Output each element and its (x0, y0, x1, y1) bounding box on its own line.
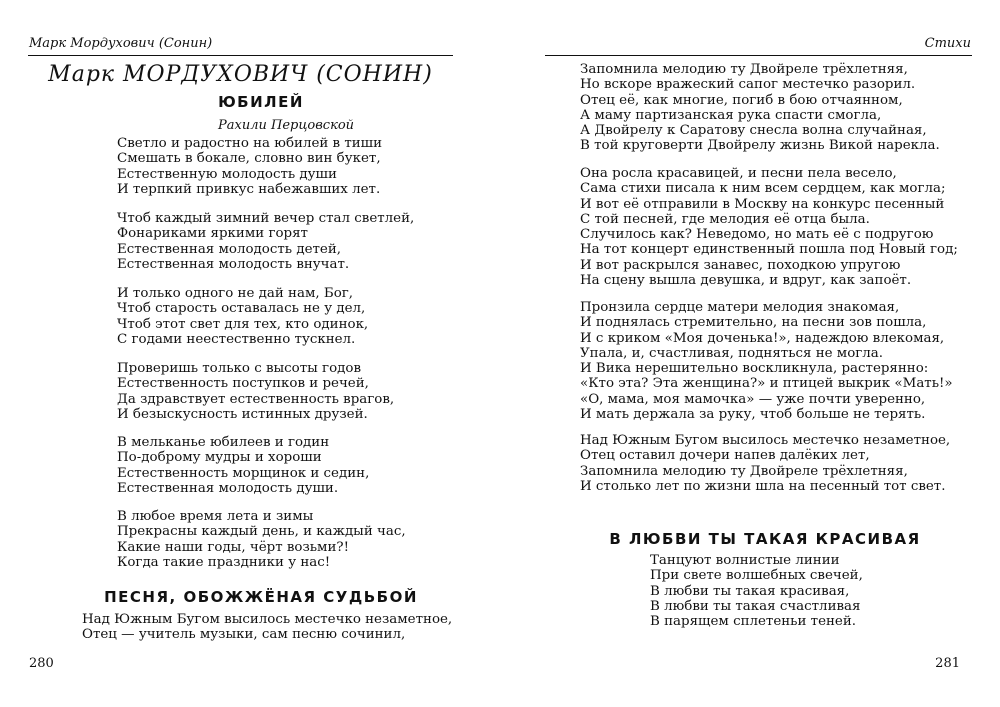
stanza (117, 286, 368, 347)
verse-line: Чтоб этот свет для тех, кто одинок, (117, 316, 369, 332)
verse-line: А Двойрелу к Саратову снесла волна случайная, (580, 123, 927, 139)
author-name: Марк МОРДУХОВИЧ (СОНИН) (48, 62, 433, 87)
verse-line: И Вика нерешительно воскликнула, растерянно: (580, 361, 929, 377)
verse-line: По-доброму мудры и хороши (117, 450, 322, 466)
running-head-left: Марк Мордухович (Сонин) (29, 36, 213, 51)
verse-line: В любое время лета и зимы (117, 509, 314, 524)
verse-line: Она росла красавицей, и песни пела весело, (580, 166, 897, 181)
verse-line: На тот концерт единственный пошла под Новый год; (580, 242, 958, 258)
verse-line: С годами неестественно тускнел. (117, 331, 356, 347)
stanza (117, 136, 382, 197)
verse-line: Естественная молодость детей, (117, 241, 342, 257)
verse-line: При свете волшебных свечей, (650, 568, 863, 584)
stanza (117, 435, 369, 496)
verse-line: И столько лет по жизни шла на песенный тот свет. (580, 478, 946, 494)
verse-line: В мельканье юбилеев и годин (117, 435, 330, 450)
verse-line: И только одного не дай нам, Бог, (117, 286, 354, 301)
header-rule-left (28, 55, 453, 56)
verse-line: Когда такие праздники у нас! (117, 554, 331, 570)
verse-line: В той круговерти Двойрелу жизнь Викой нарекла. (580, 138, 940, 154)
verse-line: В парящем сплетеньи теней. (650, 614, 857, 630)
verse-line: Естественность поступков и речей, (117, 376, 369, 392)
verse-line: Танцуют волнистые линии (650, 553, 840, 568)
verse-line: Естественность морщинок и седин, (117, 465, 370, 481)
stanza (117, 361, 394, 422)
verse-line: На сцену вышла девушка, и вдруг, как запоёт. (580, 273, 912, 289)
verse-line: Сама стихи писала к ним всем сердцем, как могла; (580, 181, 946, 197)
stanza (580, 433, 950, 494)
verse-line: Естественная молодость внучат. (117, 256, 350, 272)
verse-line: Проверишь только с высоты годов (117, 361, 361, 376)
verse-line: Чтоб старость оставалась не у дел, (117, 301, 366, 317)
verse-line: В любви ты такая красивая, (650, 583, 850, 599)
verse-line: Естественная молодость души. (117, 480, 339, 496)
verse-line: С той песней, где мелодия её отца была. (580, 211, 870, 227)
verse-line: «О, мама, моя мамочка» — уже почти уверенно, (580, 391, 926, 407)
verse-line: И терпкий привкус набежавших лет. (117, 181, 381, 197)
verse-line: Над Южным Бугом высилось местечко незаметное, (82, 612, 453, 627)
verse-line: И поднялась стремительно, на песни зов пошла, (580, 315, 927, 331)
verse-line: Запомнила мелодию ту Двойреле трёхлетняя, (580, 62, 908, 77)
poem-title-love: В ЛЮБВИ ТЫ ТАКАЯ КРАСИВАЯ (609, 530, 921, 548)
verse-line: Отец оставил дочери напев далёких лет, (580, 448, 870, 464)
stanza (580, 62, 940, 154)
verse-line: И безыскусность истинных друзей. (117, 406, 368, 422)
verse-line: И с криком «Моя доченька!», надеждою влекомая, (580, 330, 945, 346)
poem-title-song: ПЕСНЯ, ОБОЖЖЁНАЯ СУДЬБОЙ (104, 588, 418, 606)
verse-line: Над Южным Бугом высилось местечко незаметное, (580, 433, 951, 448)
verse-line: И вот раскрылся занавес, походкою упругою (580, 257, 901, 273)
verse-line: Случилось как? Неведомо, но мать её с подругою (580, 227, 934, 243)
page-number-left: 280 (29, 656, 54, 671)
right-page (500, 0, 1000, 707)
verse-line: Светло и радостно на юбилей в тиши (117, 136, 383, 151)
verse-line: Но вскоре вражеский сапог местечко разорил. (580, 77, 916, 93)
verse-line: Отец — учитель музыки, сам песню сочинил, (82, 627, 406, 643)
verse-line: Какие наши годы, чёрт возьми?! (117, 539, 349, 555)
poem-dedication: Рахили Перцовской (218, 118, 355, 133)
poem-title-jubilee: ЮБИЛЕЙ (218, 93, 304, 111)
stanza (117, 211, 414, 272)
verse-line: «Кто эта? Эта женщина?» и птицей выкрик «Мать!» (580, 376, 953, 392)
page-number-right: 281 (935, 656, 960, 671)
verse-line: И вот её отправили в Москву на конкурс песенный (580, 196, 945, 212)
stanza (117, 509, 406, 570)
verse-line: В любви ты такая счастливая (650, 598, 861, 614)
stanza (580, 166, 958, 288)
running-head-right: Стихи (924, 36, 971, 51)
stanza (82, 612, 452, 643)
verse-line: Прекрасны каждый день, и каждый час, (117, 524, 406, 540)
verse-line: Да здравствует естественность врагов, (117, 391, 395, 407)
verse-line: Отец её, как многие, погиб в бою отчаянном, (580, 92, 903, 108)
stanza (580, 300, 953, 422)
verse-line: Пронзила сердце матери мелодия знакомая, (580, 300, 900, 315)
verse-line: А маму партизанская рука спасти смогла, (580, 107, 882, 123)
verse-line: Упала, и, счастливая, подняться не могла. (580, 345, 884, 361)
header-rule-right (545, 55, 972, 56)
verse-line: Запомнила мелодию ту Двойреле трёхлетняя, (580, 463, 908, 479)
verse-line: И мать держала за руку, чтоб больше не терять. (580, 407, 926, 423)
stanza (650, 553, 863, 629)
verse-line: Фонариками яркими горят (117, 226, 308, 242)
verse-line: Смешать в бокале, словно вин букет, (117, 151, 381, 167)
verse-line: Чтоб каждый зимний вечер стал светлей, (117, 211, 415, 226)
verse-line: Естественную молодость души (117, 166, 337, 182)
